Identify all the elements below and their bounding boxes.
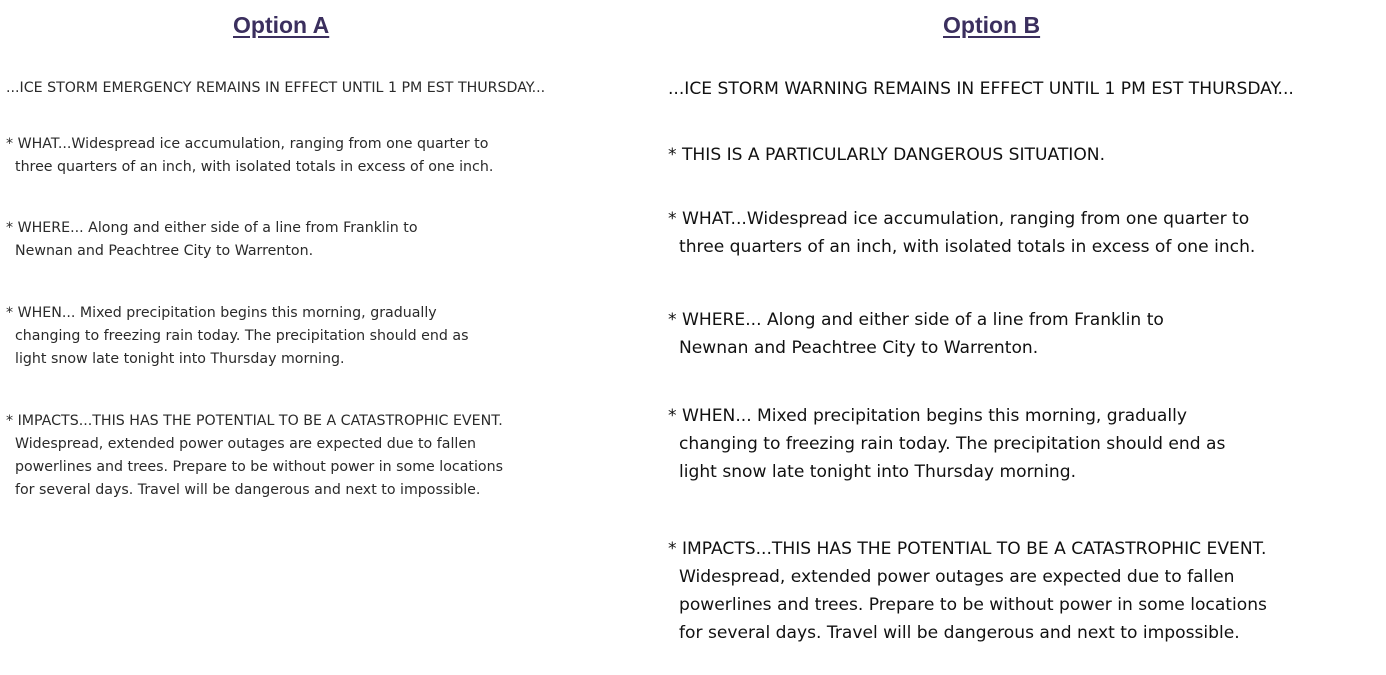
- option-a-what-bullet: [6, 133, 493, 179]
- option-a-where-line: * WHERE... Along and either side of a line from Franklin to: [6, 220, 418, 236]
- option-a-impacts-line: for several days. Travel will be dangerous and next to impossible.: [15, 482, 481, 498]
- option-a-when-bullet: [6, 302, 468, 371]
- option-a-impacts-bullet: [6, 410, 503, 502]
- option-b-title: Option B: [943, 12, 1041, 38]
- option-b-what-bullet: [668, 205, 1255, 261]
- option-b-where-bullet: [668, 306, 1164, 362]
- option-a-when-line: * WHEN... Mixed precipitation begins this morning, gradually: [6, 305, 437, 321]
- option-a-title: Option A: [233, 12, 330, 38]
- option-b-what-line: three quarters of an inch, with isolated totals in excess of one inch.: [679, 237, 1256, 257]
- option-b-impacts-bullet: [668, 535, 1267, 647]
- option-a-headline: ...ICE STORM EMERGENCY REMAINS IN EFFECT UNTIL 1 PM EST THURSDAY...: [6, 80, 546, 96]
- option-a-where-bullet: [6, 217, 418, 263]
- option-b-what-line: * WHAT...Widespread ice accumulation, ranging from one quarter to: [668, 209, 1250, 229]
- option-b-headline: ...ICE STORM WARNING REMAINS IN EFFECT UNTIL 1 PM EST THURSDAY...: [668, 79, 1294, 99]
- option-b-impacts-line: * IMPACTS...THIS HAS THE POTENTIAL TO BE A CATASTROPHIC EVENT.: [668, 539, 1267, 559]
- option-b-impacts-line: for several days. Travel will be dangerous and next to impossible.: [679, 623, 1240, 643]
- option-a-impacts-line: powerlines and trees. Prepare to be without power in some locations: [15, 459, 503, 475]
- option-a-impacts-line: * IMPACTS...THIS HAS THE POTENTIAL TO BE A CATASTROPHIC EVENT.: [6, 413, 503, 429]
- option-b-when-line: * WHEN... Mixed precipitation begins this morning, gradually: [668, 406, 1187, 426]
- option-b-where-line: Newnan and Peachtree City to Warrenton.: [679, 338, 1039, 358]
- option-a-what-line: * WHAT...Widespread ice accumulation, ranging from one quarter to: [6, 136, 489, 152]
- option-b-when-bullet: [668, 402, 1225, 486]
- option-b-where-line: * WHERE... Along and either side of a line from Franklin to: [668, 310, 1164, 330]
- option-a-when-line: light snow late tonight into Thursday morning.: [15, 351, 345, 367]
- option-b-pds-statement: * THIS IS A PARTICULARLY DANGEROUS SITUATION.: [668, 145, 1106, 165]
- option-a-where-line: Newnan and Peachtree City to Warrenton.: [15, 243, 314, 259]
- option-a-what-line: three quarters of an inch, with isolated totals in excess of one inch.: [15, 159, 494, 175]
- option-b-when-line: changing to freezing rain today. The precipitation should end as: [679, 434, 1226, 454]
- option-a-impacts-line: Widespread, extended power outages are expected due to fallen: [15, 436, 477, 452]
- option-b-when-line: light snow late tonight into Thursday morning.: [679, 462, 1077, 482]
- option-b-impacts-line: powerlines and trees. Prepare to be without power in some locations: [679, 595, 1267, 615]
- option-b-impacts-line: Widespread, extended power outages are expected due to fallen: [679, 567, 1235, 587]
- option-a-when-line: changing to freezing rain today. The precipitation should end as: [15, 328, 469, 344]
